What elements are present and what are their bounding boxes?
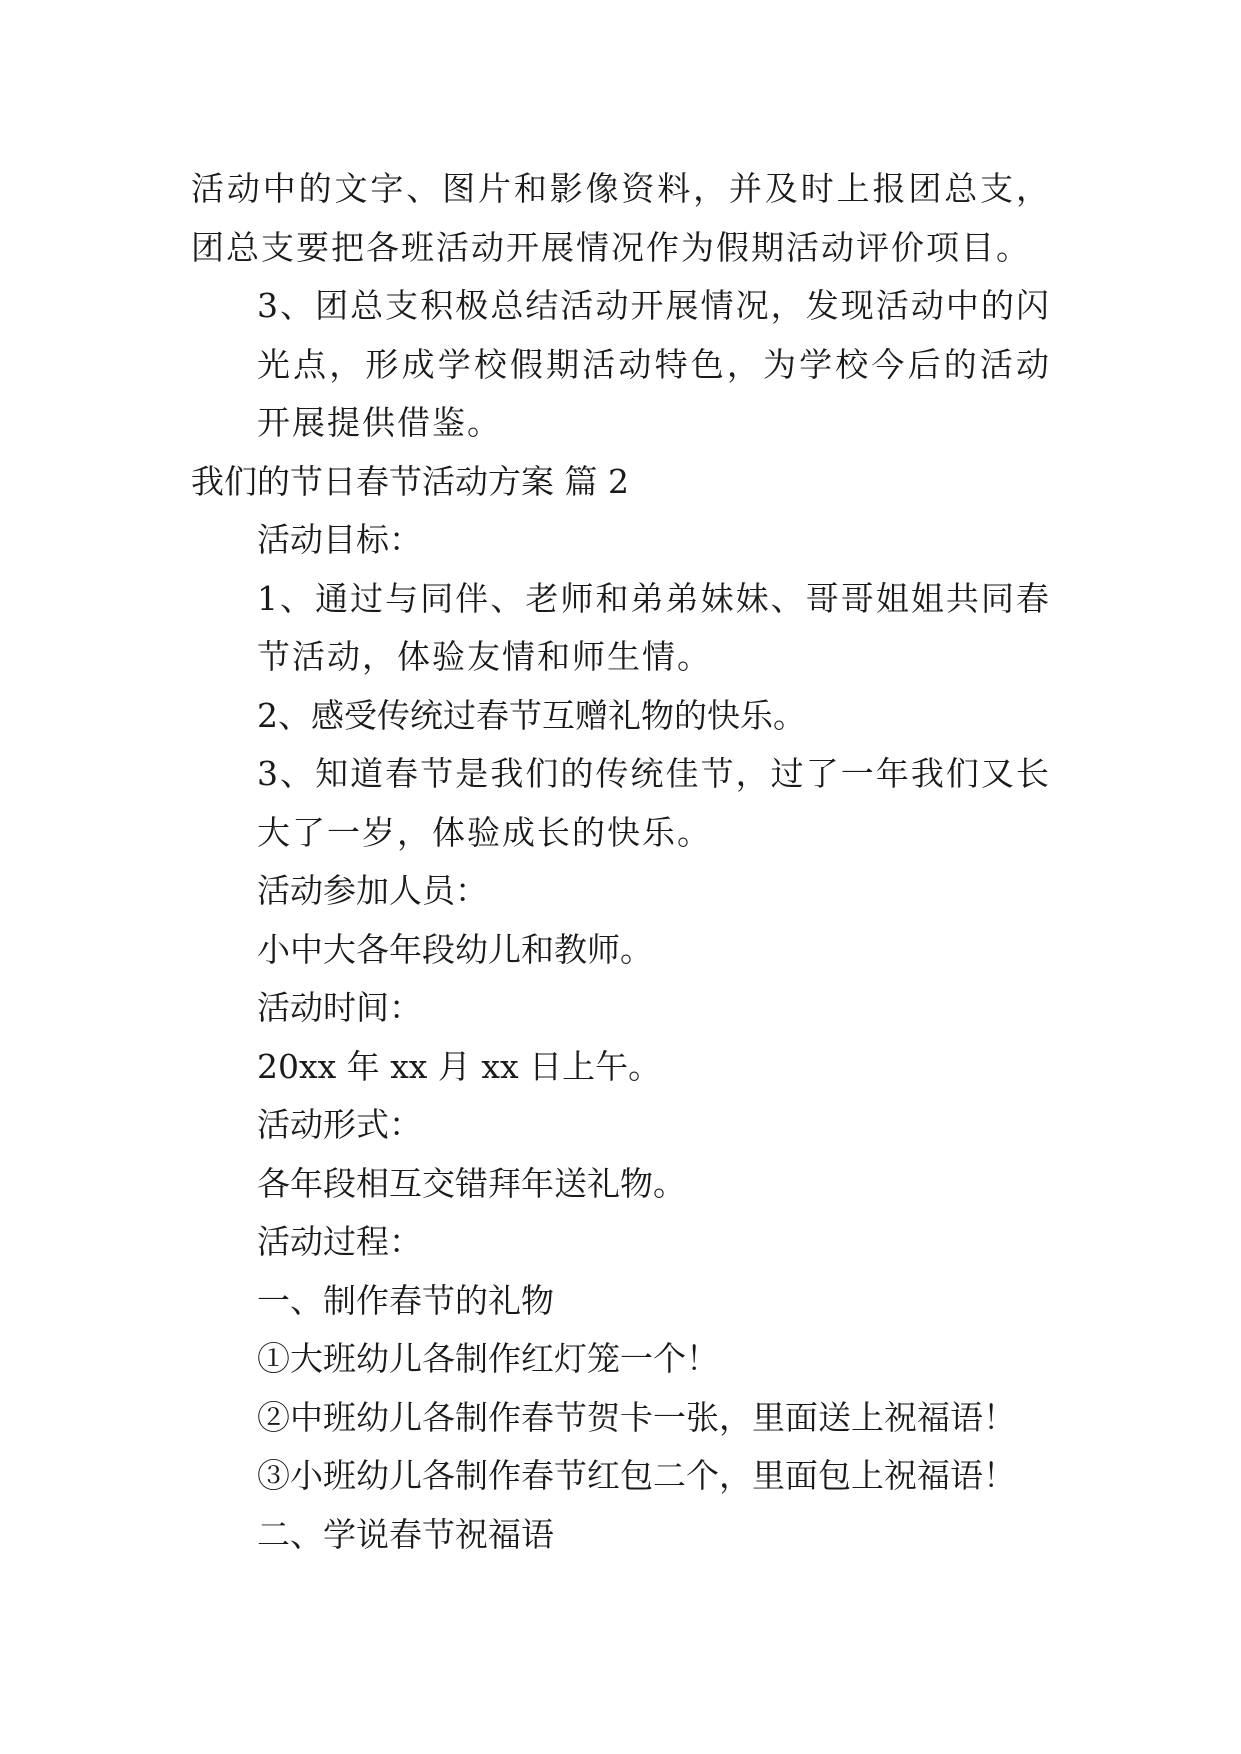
activity-form-value: 各年段相互交错拜年送礼物。 [257,1163,686,1203]
label-activity-process: 活动过程： [257,1222,422,1261]
label-participants: 活动参加人员： [257,871,488,910]
label-activity-goals: 活动目标： [257,520,422,559]
document-body [191,160,1051,1564]
paragraph-summary-item-3: 3、团总支积极总结活动开展情况，发现活动中的闪光点，形成学校假期活动特色，为学校今后的活动开展提供借鉴。 [257,286,1051,442]
activity-time-value: 20xx 年 xx 月 xx 日上午。 [257,1046,662,1086]
label-activity-form: 活动形式： [257,1105,422,1144]
process-substep-1: ①大班幼儿各制作红灯笼一个！ [257,1339,719,1378]
section-heading: 我们的节日春节活动方案 篇 2 [191,461,629,501]
process-step-1: 一、制作春节的礼物 [257,1280,554,1320]
goal-item-3: 3、知道春节是我们的传统佳节，过了一年我们又长大了一岁，体验成长的快乐。 [257,754,1051,852]
process-substep-3: ③小班幼儿各制作春节红包二个，里面包上祝福语！ [257,1456,1016,1495]
process-substep-2: ②中班幼儿各制作春节贺卡一张，里面送上祝福语！ [257,1397,1016,1437]
participants-value: 小中大各年段幼儿和教师。 [257,929,653,969]
label-activity-time: 活动时间： [257,988,422,1027]
goal-item-1: 1、通过与同伴、老师和弟弟妹妹、哥哥姐姐共同春节活动，体验友情和师生情。 [257,578,1051,676]
process-step-2: 二、学说春节祝福语 [257,1514,554,1554]
paragraph-materials-report: 活动中的文字、图片和影像资料，并及时上报团总支，团总支要把各班活动开展情况作为假期活动评价项目。 [191,169,1051,267]
goal-item-2: 2、感受传统过春节互赠礼物的快乐。 [257,695,806,735]
